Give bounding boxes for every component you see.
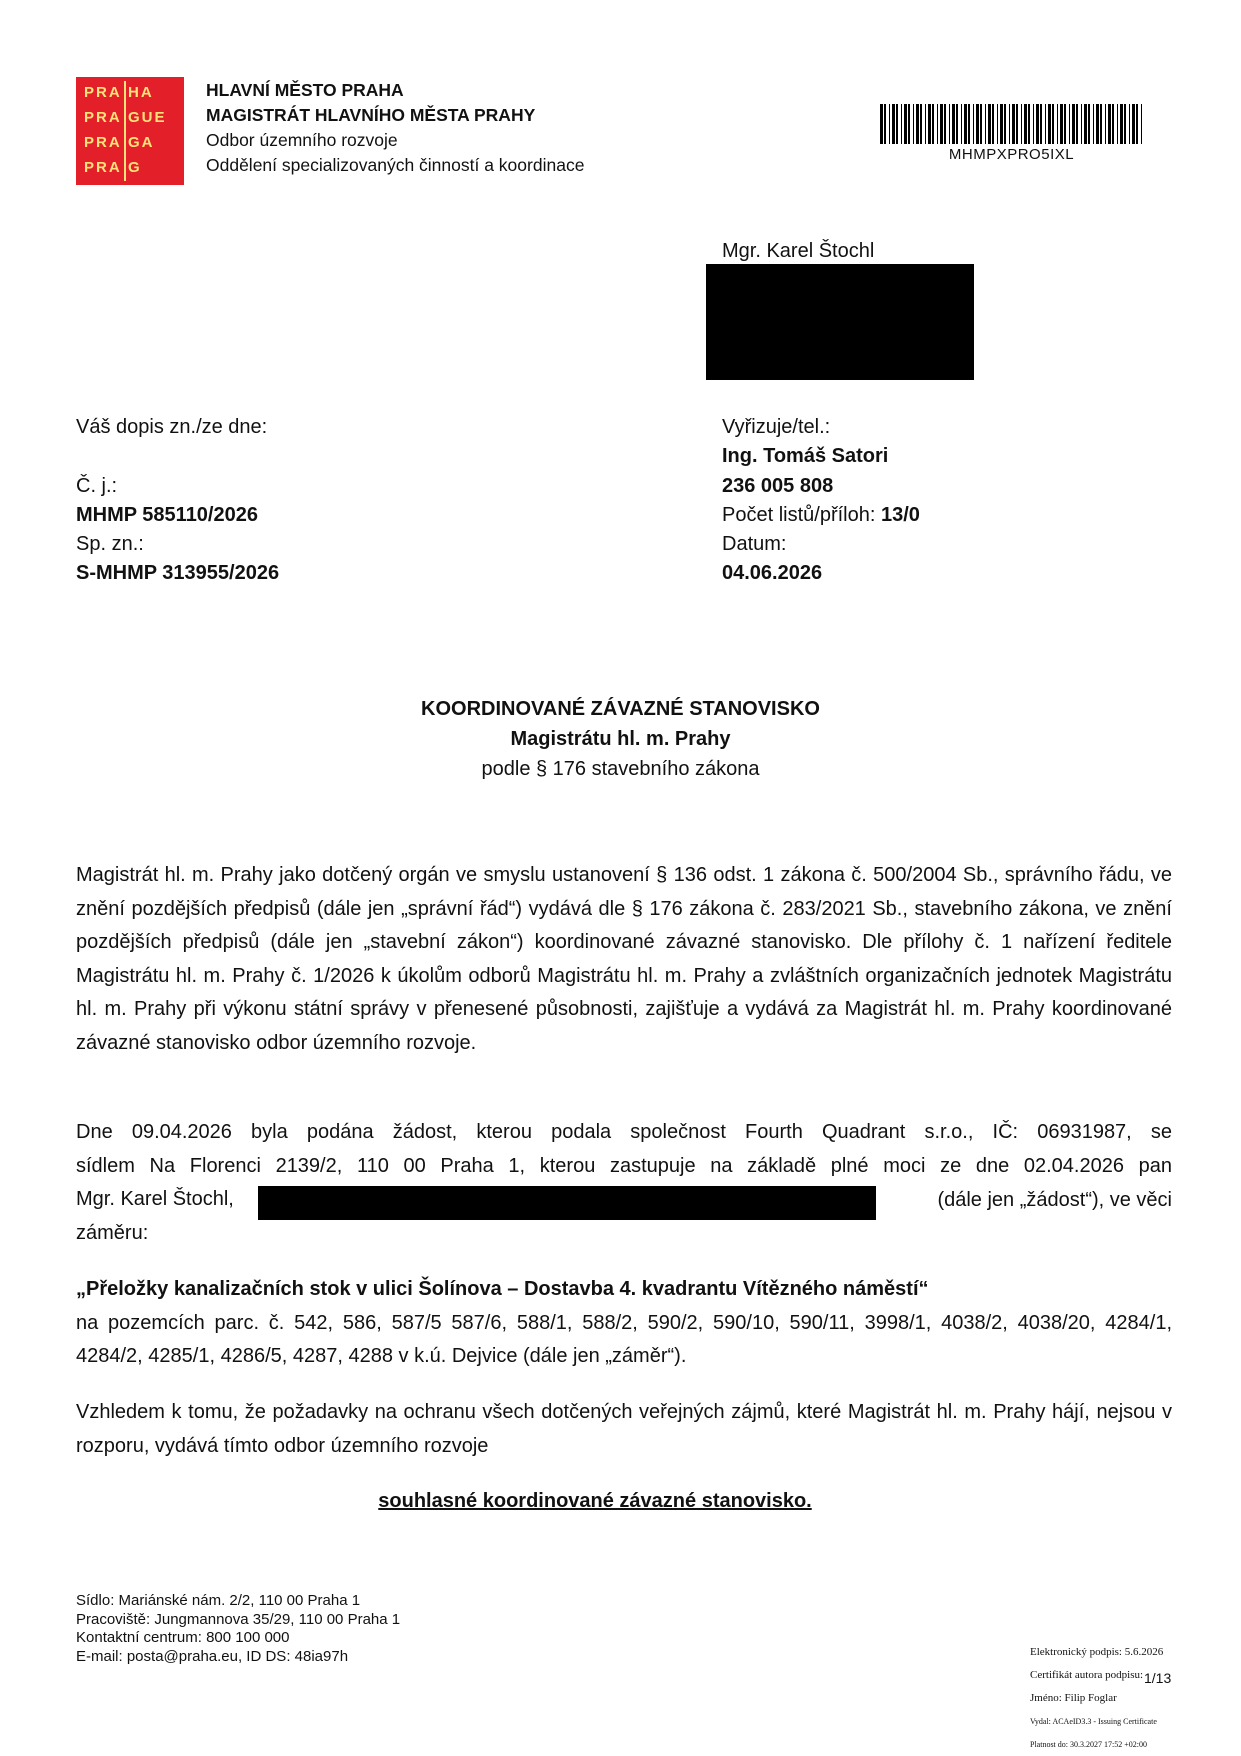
barcode-bar xyxy=(1057,104,1058,144)
barcode-bar xyxy=(1036,104,1039,144)
paragraph-1: Magistrát hl. m. Prahy jako dotčený orgán ve smyslu ustanovení § 136 odst. 1 zákona č. 500/2004 Sb., správního řádu, ve znění pozdějších předpisů (dále jen „správní řád“) vydává dle § 176 zákona č. 283/2021 Sb., stavebního zákona, ve znění pozdějších předpisů (dále jen „stavební zákon“) koordinované závazné stanovisko. Dle přílohy č. 1 nařízení ředitele Magistrátu hl. m. Prahy č. 1/2026 k úkolům odborů Magistrátu hl. m. Prahy a zvláštních organizačních jednotek Magistrátu hl. m. Prahy při výkonu státní správy v přenesené působnosti, zajišťuje a vydává za Magistrát hl. m. Prahy koordinované závazné stanovisko odbor územního rozvoje. xyxy=(76,864,1172,1054)
barcode-bar xyxy=(1096,104,1099,144)
title-line3: podle § 176 stavebního zákona xyxy=(481,758,760,780)
cj-label: Č. j.: xyxy=(76,475,118,497)
header-magistrat: MAGISTRÁT HLAVNÍHO MĚSTA PRAHY xyxy=(206,105,536,125)
barcode-bar xyxy=(1033,104,1034,144)
barcode-bar xyxy=(944,104,946,144)
paragraph-3 xyxy=(76,1273,1172,1374)
barcode-bar xyxy=(952,104,955,144)
barcode-bar xyxy=(968,104,970,144)
barcode-bar xyxy=(940,104,943,144)
document-title xyxy=(0,694,1241,784)
vyrizuje-name: Ing. Tomáš Satori xyxy=(722,445,889,467)
vas-dopis-label: Váš dopis zn./ze dne: xyxy=(76,416,268,438)
footer-contacts xyxy=(76,1592,400,1666)
barcode-bar xyxy=(1105,104,1106,144)
paragraph-2-line1: Dne 09.04.2026 byla podána žádost, kterou podala společnost Fourth Quadrant s.r.o., IČ: 06931987, se xyxy=(76,1121,1172,1143)
barcode-text: MHMPXPRO5IXL xyxy=(948,146,1075,163)
barcode-bar xyxy=(1016,104,1018,144)
barcode-bar xyxy=(916,104,919,144)
barcode-bar xyxy=(889,104,890,144)
pocet-listu xyxy=(722,501,920,530)
barcode-bar xyxy=(1009,104,1010,144)
barcode-bar xyxy=(1024,104,1027,144)
addressee-name: Mgr. Karel Štochl xyxy=(722,240,875,262)
barcode-bar xyxy=(1132,104,1135,144)
barcode-bar xyxy=(1069,104,1070,144)
footer-sidlo: Sídlo: Mariánské nám. 2/2, 110 00 Praha 1 xyxy=(76,1592,361,1609)
barcode-bar xyxy=(985,104,986,144)
header-city: HLAVNÍ MĚSTO PRAHA xyxy=(206,80,404,100)
title-line1: KOORDINOVANÉ ZÁVAZNÉ STANOVISKO xyxy=(421,698,820,720)
barcode-bar xyxy=(901,104,902,144)
barcode-bar xyxy=(1100,104,1102,144)
barcode-bar xyxy=(928,104,931,144)
barcode-bar xyxy=(973,104,974,144)
phone-number: 236 005 808 xyxy=(722,475,834,497)
esign-name: Jméno: Filip Foglar xyxy=(1030,1692,1117,1704)
barcode-bar xyxy=(892,104,895,144)
barcode-bar xyxy=(1108,104,1111,144)
barcode-bar xyxy=(925,104,926,144)
logo-row: PRA HA xyxy=(84,84,154,101)
redacted-details xyxy=(258,1186,876,1220)
barcode-bar xyxy=(949,104,950,144)
decision-statement: souhlasné koordinované závazné stanovisko. xyxy=(378,1490,812,1512)
barcode-bar xyxy=(880,104,883,144)
spzn-value: S-MHMP 313955/2026 xyxy=(76,562,280,584)
barcode-bar xyxy=(992,104,994,144)
barcode-bar xyxy=(1040,104,1042,144)
barcode-bar xyxy=(1141,104,1142,144)
barcode-bar xyxy=(884,104,886,144)
datum-label: Datum: xyxy=(722,533,787,555)
barcode-bar xyxy=(964,104,967,144)
barcode-bar xyxy=(1093,104,1094,144)
barcode-bar xyxy=(997,104,998,144)
header-section: Oddělení specializovaných činností a koordinace xyxy=(206,155,585,175)
project-parcels: na pozemcích parc. č. 542, 586, 587/5 587/6, 588/1, 588/2, 590/2, 590/10, 590/11, 3998/1, 4038/2, 4038/20, 4284/1, 4284/2, 4285/1, 4286/5, 4287, 4288 v k.ú. Dejvice (dále jen „záměr“). xyxy=(76,1311,1172,1367)
barcode-bar xyxy=(920,104,922,144)
barcode-bar xyxy=(1124,104,1126,144)
barcode-bar xyxy=(961,104,962,144)
footer-kontakt: Kontaktní centrum: 800 100 000 xyxy=(76,1629,290,1646)
barcode-bar xyxy=(1000,104,1003,144)
barcode-bar xyxy=(1129,104,1130,144)
barcode-bar xyxy=(908,104,910,144)
page-number: 1/13 xyxy=(1144,1670,1172,1686)
pocet-label: Počet listů/příloh: xyxy=(722,504,881,526)
logo-row: PRA GUE xyxy=(84,109,167,126)
barcode xyxy=(880,104,1143,144)
barcode-bar xyxy=(1076,104,1078,144)
spzn-label: Sp. zn.: xyxy=(76,533,144,555)
footer-email: E-mail: posta@praha.eu, ID DS: 48ia97h xyxy=(76,1647,349,1665)
barcode-bar xyxy=(1064,104,1066,144)
barcode-bar xyxy=(976,104,979,144)
redacted-address xyxy=(706,264,974,380)
barcode-bar xyxy=(1028,104,1030,144)
barcode-bar xyxy=(1072,104,1075,144)
barcode-bar xyxy=(896,104,898,144)
barcode-bar xyxy=(1052,104,1054,144)
esign-validity: Platnost do: 30.3.2027 17:52 +02:00 xyxy=(1030,1740,1147,1749)
vyrizuje-label: Vyřizuje/tel.: xyxy=(722,416,831,438)
barcode-bar xyxy=(913,104,914,144)
barcode-bar xyxy=(956,104,958,144)
esign-date: Elektronický podpis: 5.6.2026 xyxy=(1030,1646,1164,1658)
header-department: Odbor územního rozvoje xyxy=(206,130,398,150)
esign-issuer: Vydal: ACAeID3.3 - Issuing Certificate xyxy=(1030,1717,1157,1726)
electronic-signature xyxy=(1030,1641,1163,1756)
logo-row: PRA G xyxy=(84,159,142,176)
title-line2: Magistrátu hl. m. Prahy xyxy=(510,728,731,750)
paragraph-2-line2: sídlem Na Florenci 2139/2, 110 00 Praha 1, kterou zastupuje na základě plné moci ze dne 02.04.2026 pan xyxy=(76,1155,1172,1177)
barcode-bar xyxy=(1084,104,1087,144)
praha-logo xyxy=(76,77,184,185)
barcode-bar xyxy=(1088,104,1090,144)
barcode-bar xyxy=(1045,104,1046,144)
barcode-bar xyxy=(980,104,982,144)
footer-pracoviste: Pracoviště: Jungmannova 35/29, 110 00 Praha 1 xyxy=(76,1610,401,1628)
barcode-bar xyxy=(1112,104,1114,144)
barcode-bar xyxy=(1081,104,1082,144)
barcode-bar xyxy=(1048,104,1051,144)
esign-cert: Certifikát autora podpisu: xyxy=(1030,1669,1144,1681)
barcode-bar xyxy=(988,104,991,144)
barcode-bar xyxy=(1012,104,1015,144)
barcode-bar xyxy=(1060,104,1063,144)
barcode-bar xyxy=(1004,104,1006,144)
barcode-bar xyxy=(1120,104,1123,144)
pocet-value: 13/0 xyxy=(880,504,920,526)
barcode-bar xyxy=(1021,104,1022,144)
barcode-bar xyxy=(904,104,907,144)
barcode-bar xyxy=(937,104,938,144)
barcode-bar xyxy=(1136,104,1138,144)
barcode-bar xyxy=(1117,104,1118,144)
paragraph-2-line3-end: (dále jen „žádost“), ve věci xyxy=(937,1189,1172,1211)
paragraph-2-line4: záměru: xyxy=(76,1222,149,1244)
datum-value: 04.06.2026 xyxy=(722,562,823,584)
barcode-bar xyxy=(932,104,934,144)
representative-name: Mgr. Karel Štochl, xyxy=(76,1188,234,1210)
cj-value: MHMP 585110/2026 xyxy=(76,504,258,526)
project-title: „Přeložky kanalizačních stok v ulici Šolínova – Dostavba 4. kvadrantu Vítězného náměstí“ xyxy=(76,1278,929,1300)
logo-row: PRA GA xyxy=(84,134,155,151)
paragraph-4: Vzhledem k tomu, že požadavky na ochranu všech dotčených veřejných zájmů, které Magistrát hl. m. Prahy hájí, nejsou v rozporu, vydává tímto odbor územního rozvoje xyxy=(76,1401,1172,1457)
